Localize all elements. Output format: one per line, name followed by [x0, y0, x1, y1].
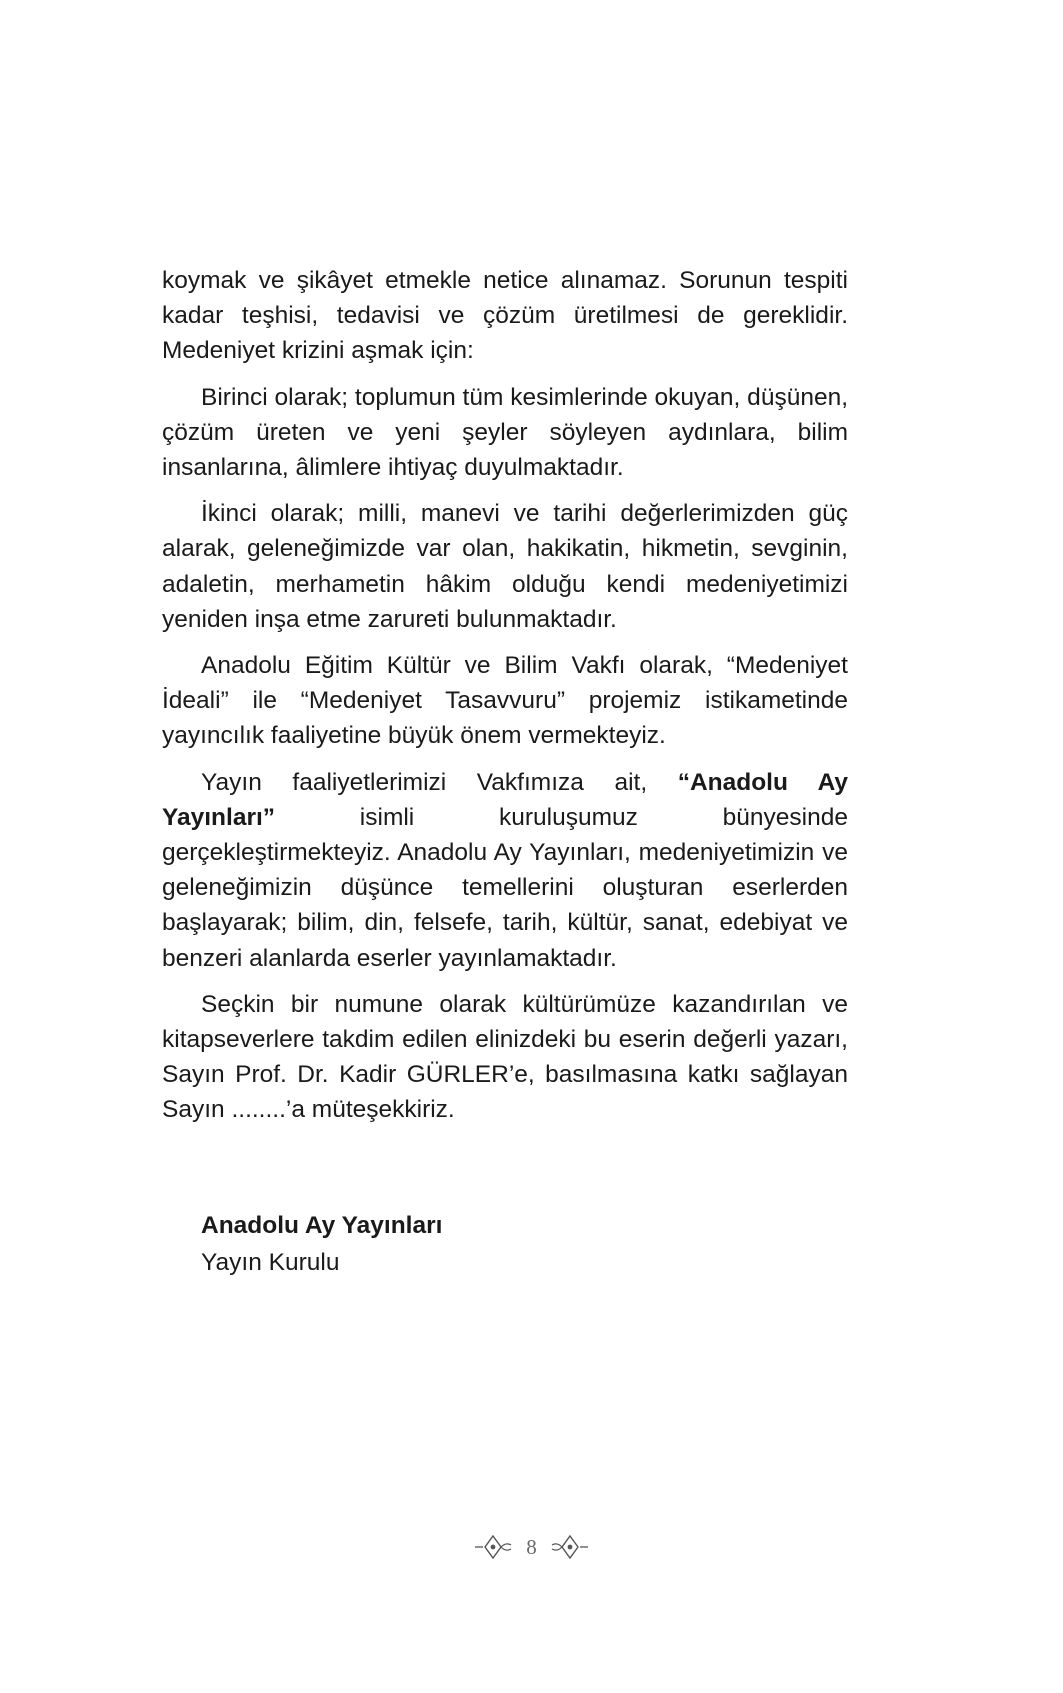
paragraph-1: koymak ve şikâyet etmekle netice alınamaz. Sorunun tespiti kadar teşhisi, tedavisi ve çözüm üretilmesi de gereklidir. Medeniyet krizini aşmak için: [162, 267, 848, 365]
paragraph-5-suffix: isimli kuruluşumuz bünyesinde gerçekleştirmekteyiz. Anadolu Ay Yayınları, medeniyetimizin ve geleneğimizin düşünce temellerini oluşturan eserlerden başlayarak; bilim, din, felsefe, tarih, kültür, sanat, edebiyat ve benzeri alanlarda eserler yayınlamaktadır. [162, 803, 848, 972]
paragraph-4: Anadolu Eğitim Kültür ve Bilim Vakfı olarak, “Medeniyet İdeali” ile “Medeniyet Tasavvuru” projemiz istikametinde yayıncılık faaliyetine büyük önem vermekteyiz. [162, 652, 848, 750]
signature-role: Yayın Kurulu [201, 1249, 340, 1276]
signature-block [201, 1207, 442, 1281]
body-text [162, 263, 848, 1139]
paragraph-5 [162, 765, 848, 976]
paragraph-6: Seçkin bir numune olarak kültürümüze kazandırılan ve kitapseverlere takdim edilen elinizdeki bu eserin değerli yazarı, Sayın Prof. Dr. Kadir GÜRLER’e, basılmasına katkı sağlayan Sayın ........’a müteşekkiriz. [162, 990, 848, 1124]
diamond-flourish-icon [551, 1534, 589, 1560]
diamond-flourish-icon [474, 1534, 512, 1560]
publisher-name-inline: “Anadolu Ay Yayınları” [162, 768, 848, 831]
paragraph-5-prefix: Yayın faaliyetlerimizi Vakfımıza ait, [201, 768, 678, 796]
signature-name: Anadolu Ay Yayınları [201, 1212, 443, 1239]
paragraph-2: Birinci olarak; toplumun tüm kesimlerinde okuyan, düşünen, çözüm üreten ve yeni şeyler söyleyen aydınlara, bilim insanlarına, âlimlere ihtiyaç duyulmaktadır. [162, 383, 848, 482]
page-footer [0, 1527, 1063, 1567]
paragraph-3: İkinci olarak; milli, manevi ve tarihi değerlerimizden güç alarak, geleneğimizde var olan, hakikatin, hikmetin, sevginin, adaletin, merhametin hâkim olduğu kendi medeniyetimizi yeniden inşa etme zarureti bulunmaktadır. [162, 500, 848, 633]
page-number: 8 [526, 1534, 537, 1559]
